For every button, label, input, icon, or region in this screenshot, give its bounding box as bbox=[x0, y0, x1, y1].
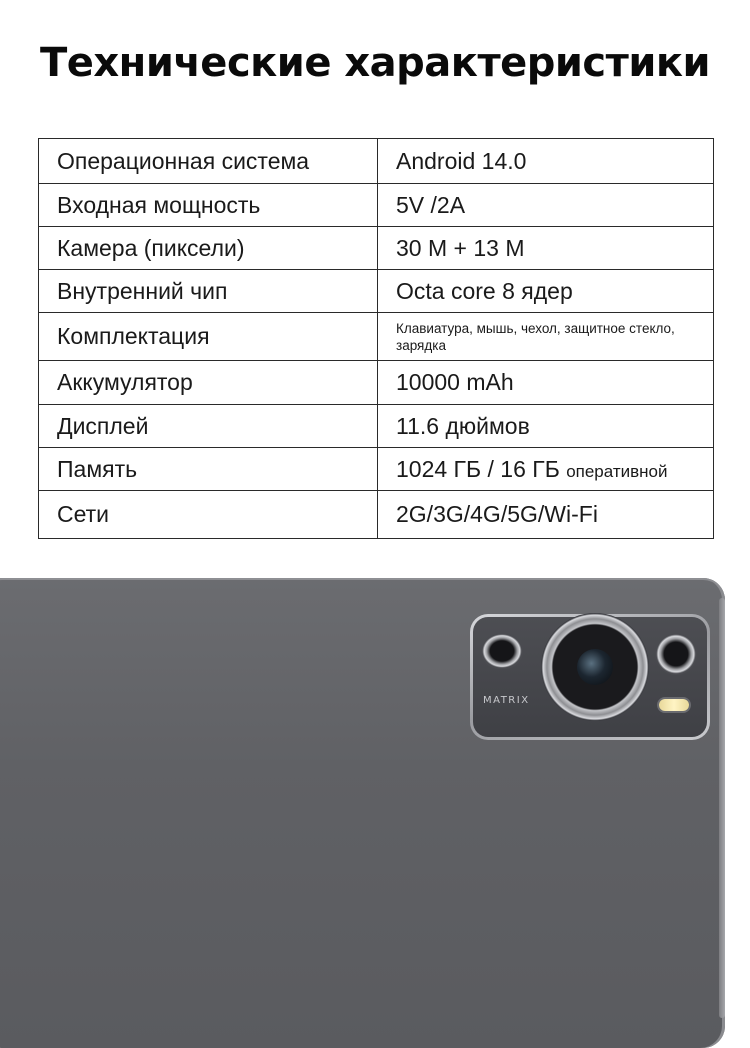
spec-name: Память bbox=[39, 448, 378, 491]
table-row bbox=[39, 313, 714, 361]
main-camera-lens-icon bbox=[541, 613, 649, 721]
camera-lens-icon bbox=[481, 633, 523, 669]
spec-value: 10000 mAh bbox=[378, 361, 714, 405]
table-row bbox=[39, 448, 714, 491]
spec-value-text: 1024 ГБ / 16 ГБ bbox=[396, 455, 560, 482]
lens-core bbox=[577, 649, 613, 685]
spec-name: Дисплей bbox=[39, 405, 378, 448]
camera-lens-icon bbox=[655, 633, 697, 675]
flash-icon bbox=[659, 699, 689, 711]
table-row bbox=[39, 184, 714, 227]
spec-value-suffix: оперативной bbox=[566, 461, 668, 481]
spec-value: 11.6 дюймов bbox=[378, 405, 714, 448]
spec-value bbox=[378, 313, 714, 361]
table-row bbox=[39, 227, 714, 270]
spec-value: 5V /2A bbox=[378, 184, 714, 227]
page-title: Технические характеристики bbox=[39, 40, 711, 86]
spec-name: Аккумулятор bbox=[39, 361, 378, 405]
specs-table bbox=[38, 138, 714, 539]
spec-name: Сети bbox=[39, 491, 378, 539]
table-row bbox=[39, 361, 714, 405]
table-row bbox=[39, 405, 714, 448]
spec-value-text: Клавиатура, мышь, чехол, защитное стекло, зарядка bbox=[396, 320, 675, 353]
spec-value: 30 M + 13 M bbox=[378, 227, 714, 270]
spec-value: Android 14.0 bbox=[378, 139, 714, 184]
table-row bbox=[39, 270, 714, 313]
spec-value: Octa core 8 ядер bbox=[378, 270, 714, 313]
tablet-edge bbox=[719, 598, 725, 1018]
table-row bbox=[39, 491, 714, 539]
spec-name: Внутренний чип bbox=[39, 270, 378, 313]
spec-value bbox=[378, 448, 714, 491]
camera-brand-label: MATRIX bbox=[483, 695, 530, 706]
table-row bbox=[39, 139, 714, 184]
camera-module bbox=[470, 614, 710, 740]
spec-value: 2G/3G/4G/5G/Wi-Fi bbox=[378, 491, 714, 539]
spec-name: Операционная система bbox=[39, 139, 378, 184]
spec-name: Комплектация bbox=[39, 313, 378, 361]
camera-panel bbox=[473, 617, 707, 737]
spec-name: Входная мощность bbox=[39, 184, 378, 227]
spec-name: Камера (пиксели) bbox=[39, 227, 378, 270]
